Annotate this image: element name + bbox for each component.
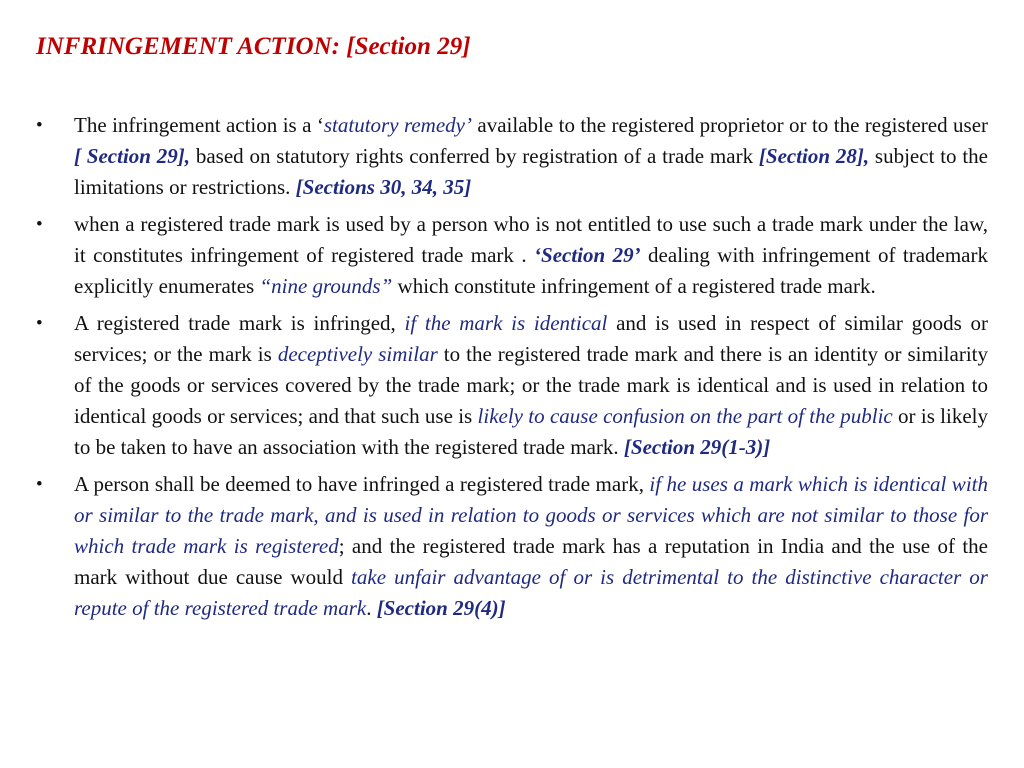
bullet-text: or is likely to be taken to have an association with the registered trade mark. bbox=[74, 404, 989, 459]
emphasis-text: take unfair advantage of or is detrimental to the distinctive character or repute of the registered trade mark bbox=[74, 565, 988, 620]
bullet-text: subject to the limitations or restrictions. bbox=[74, 144, 989, 199]
emphasis-text: likely to cause confusion on the part of the public bbox=[477, 404, 893, 428]
section-citation: [Section 29(1-3)] bbox=[623, 435, 771, 459]
bullet-dot-icon: • bbox=[36, 115, 43, 136]
bullet-item bbox=[36, 469, 988, 624]
bullet-item bbox=[36, 110, 988, 203]
bullet-text: based on statutory rights conferred by registration of a trade mark bbox=[190, 144, 759, 168]
emphasis-text: “nine grounds” bbox=[259, 274, 393, 298]
bullet-text: dealing with infringement of trademark explicitly enumerates bbox=[74, 243, 988, 298]
bullet-item bbox=[36, 209, 988, 302]
slide-title: INFRINGEMENT ACTION: [Section 29] bbox=[36, 33, 471, 60]
section-citation: [ Section 29], bbox=[74, 144, 191, 168]
bullet-text: to the registered trade mark and there is an identity or similarity of the goods or services covered by the trade mark; or the trade mark is identical and is used in relation to identical goods or services; and that such use is bbox=[74, 342, 988, 428]
bullet-text: available to the registered proprietor or to the registered user bbox=[471, 113, 989, 137]
bullet-list bbox=[36, 110, 988, 630]
bullet-dot-icon: • bbox=[36, 474, 43, 495]
bullet-text: . bbox=[366, 596, 377, 620]
section-citation: [Sections 30, 34, 35] bbox=[295, 175, 472, 199]
bullet-text: A person shall be deemed to have infringed a registered trade mark, bbox=[74, 472, 650, 496]
section-citation: [Section 29(4)] bbox=[376, 596, 506, 620]
bullet-text: which constitute infringement of a registered trade mark. bbox=[392, 274, 876, 298]
bullet-text: when a registered trade mark is used by a person who is not entitled to use such a trade mark under the law, it constitutes infringement of registered trade mark . bbox=[74, 212, 988, 267]
bullet-text: A registered trade mark is infringed, bbox=[74, 311, 405, 335]
emphasis-text: deceptively similar bbox=[277, 342, 438, 366]
bullet-text: ; and the registered trade mark has a reputation in India and the use of the mark without due cause would bbox=[74, 534, 988, 589]
bullet-item bbox=[36, 308, 988, 463]
bullet-dot-icon: • bbox=[36, 313, 43, 334]
section-citation: [Section 28], bbox=[758, 144, 870, 168]
bullet-text: and is used in respect of similar goods or services; or the mark is bbox=[74, 311, 988, 366]
section-citation: ‘Section 29’ bbox=[534, 243, 641, 267]
bullet-text: The infringement action is a ‘ bbox=[74, 113, 324, 137]
bullet-dot-icon: • bbox=[36, 214, 43, 235]
emphasis-text: if the mark is identical bbox=[404, 311, 608, 335]
emphasis-text: statutory remedy’ bbox=[323, 113, 472, 137]
emphasis-text: if he uses a mark which is identical with or similar to the trade mark, and is used in relation to goods or services which are not similar to those for which trade mark is registered bbox=[74, 472, 988, 558]
